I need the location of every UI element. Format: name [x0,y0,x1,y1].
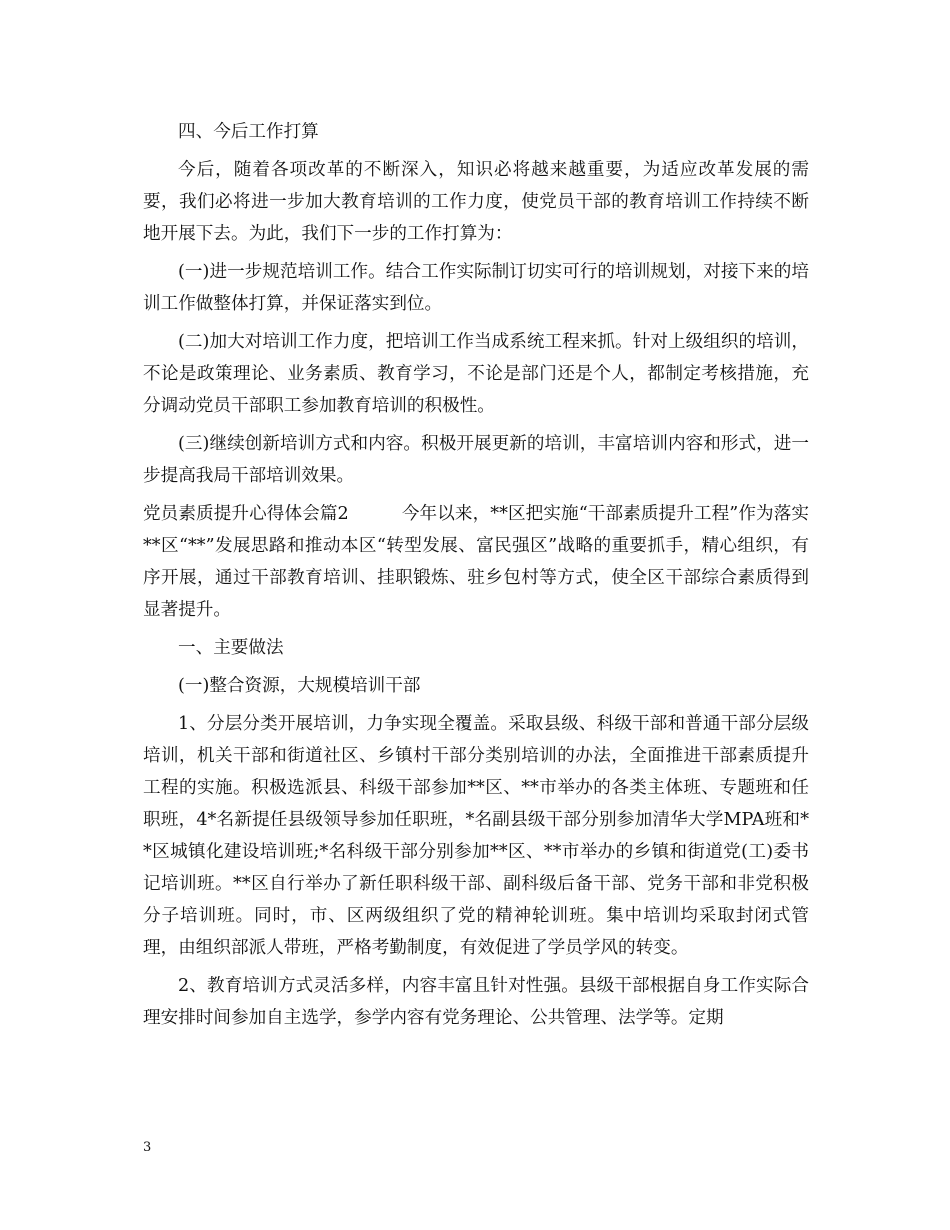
paragraph: (二)加大对培训工作力度，把培训工作当成系统工程来抓。针对上级组织的培训，不论是政策理论、业务素质、教育学习，不论是部门还是个人，都制定考核措施，充分调动党员干部职工参加教育培训的积极性。 [143,332,809,416]
paragraph: (三)继续创新培训方式和内容。积极开展更新的培训，丰富培训内容和形式，进一步提高我局干部培训效果。 [143,434,809,486]
paragraph: 2、教育培训方式灵活多样，内容丰富且针对性强。县级干部根据自身工作实际合理安排时间参加自主选学，参学内容有党务理论、公共管理、法学等。定期 [143,976,809,1028]
paragraph: 四、今后工作打算 [178,122,319,142]
document-body [143,116,809,1034]
paragraph: 党员素质提升心得体会篇2 今年以来，**区把实施“干部素质提升工程”作为落实**区“**”发展思路和推动本区“转型发展、富民强区”战略的重要抓手，精心组织，有序开展，通过干部教育培训、挂职锻炼、驻乡包村等方式，使全区干部综合素质得到显著提升。 [143,504,809,620]
paragraph: (一)整合资源，大规模培训干部 [178,676,421,696]
paragraph: (一)进一步规范培训工作。结合工作实际制订切实可行的培训规划，对接下来的培训工作做整体打算，并保证落实到位。 [143,262,809,314]
paragraph: 1、分层分类开展培训，力争实现全覆盖。采取县级、科级干部和普通干部分层级培训，机关干部和街道社区、乡镇村干部分类别培训的办法，全面推进干部素质提升工程的实施。积极选派县、科级干部参加**区、**市举办的各类主体班、专题班和任职班，4*名新提任县级领导参加任职班，*名副县级干部分别参加清华大学MPA班和**区城镇化建设培训班;*名科级干部分别参加**区、**市举办的乡镇和街道党(工)委书记培训班。**区自行举办了新任职科级干部、副科级后备干部、党务干部和非党积极分子培训班。同时，市、区两级组织了党的精神轮训班。集中培训均采取封闭式管理，由组织部派人带班，严格考勤制度，有效促进了学员学风的转变。 [143,714,809,958]
paragraph: 一、主要做法 [178,638,284,658]
page-number: 3 [143,1140,152,1155]
paragraph: 今后，随着各项改革的不断深入，知识必将越来越重要，为适应改革发展的需要，我们必将进一步加大教育培训的工作力度，使党员干部的教育培训工作持续不断地开展下去。为此，我们下一步的工作打算为： [143,160,809,244]
